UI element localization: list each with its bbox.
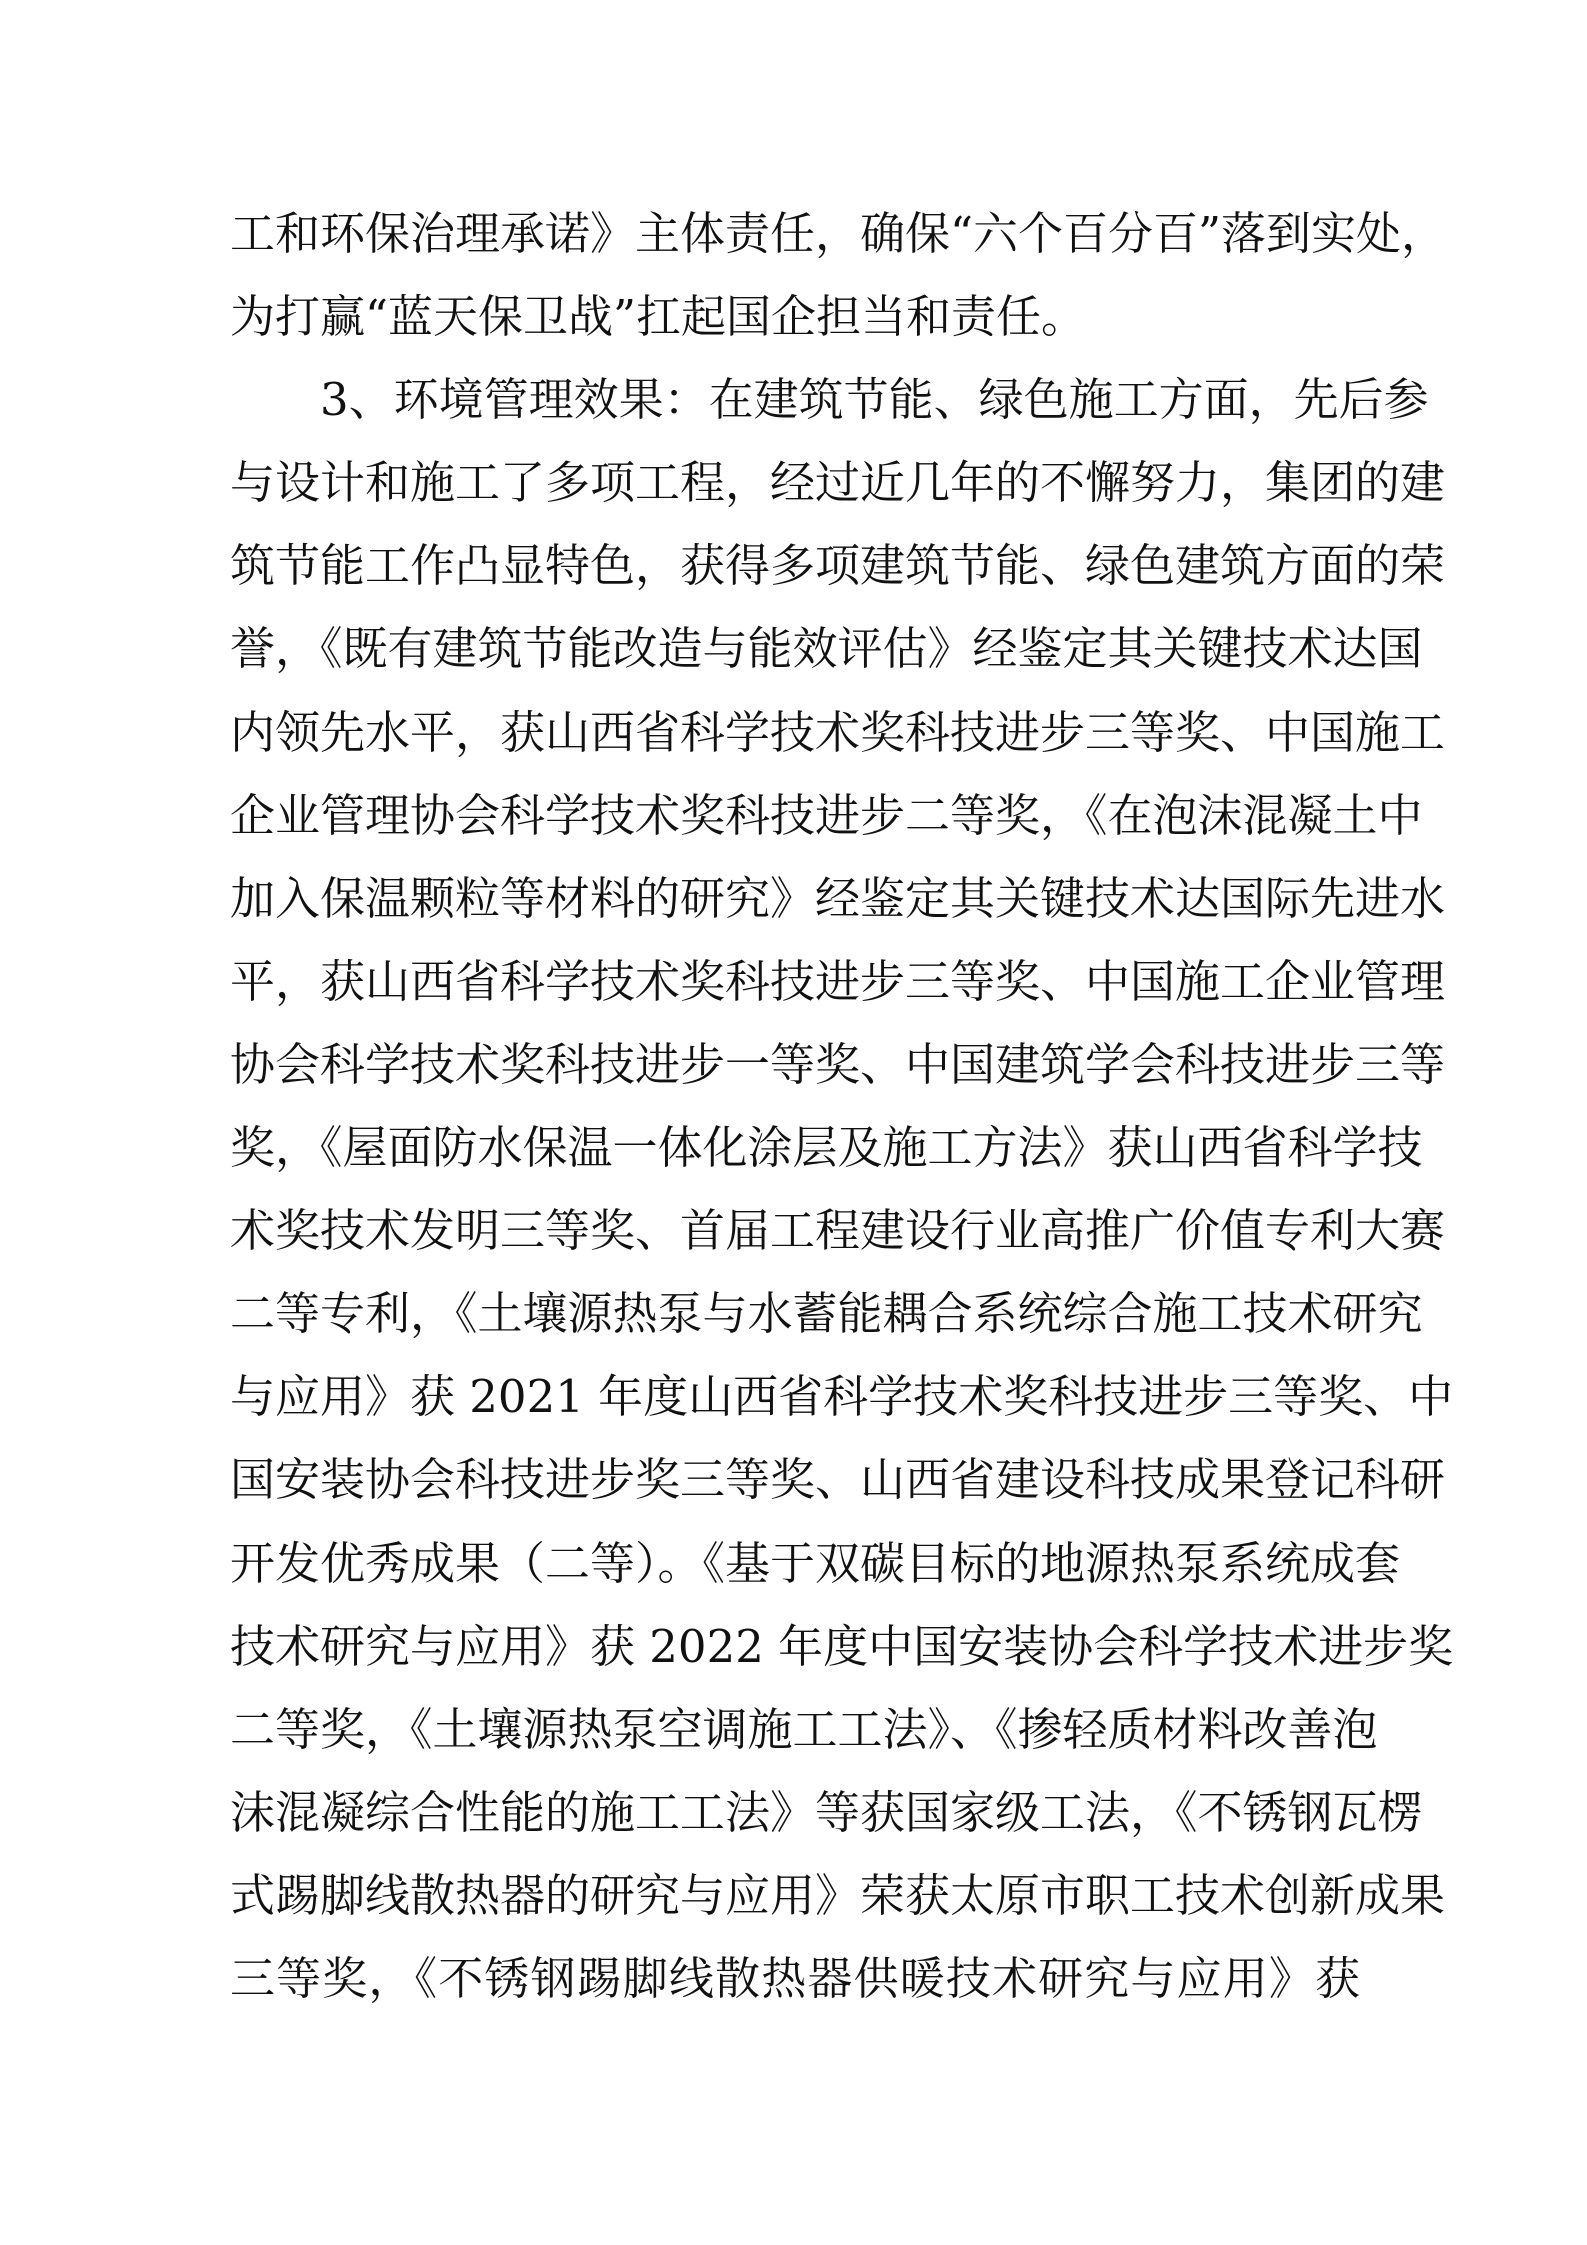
text-line: 技术研究与应用》获 2022 年度中国安装协会科学技术进步奖: [230, 1619, 1454, 1673]
text-line: 协会科学技术奖科技进步一等奖、中国建筑学会科技进步三等: [230, 1037, 1446, 1091]
text-line: 国安装协会科技进步奖三等奖、山西省建设科技成果登记科研: [230, 1453, 1446, 1507]
text-line: 三等奖，《不锈钢踢脚线散热器供暖技术研究与应用》获: [230, 1951, 1360, 2005]
text-line: 奖，《屋面防水保温一体化涂层及施工方法》获山西省科学技: [230, 1121, 1423, 1175]
text-line: 式踢脚线散热器的研究与应用》荣获太原市职工技术创新成果: [230, 1868, 1446, 1922]
text-line: 筑节能工作凸显特色，获得多项建筑节能、绿色建筑方面的荣: [230, 539, 1446, 593]
text-line: 二等奖，《土壤源热泵空调施工工法》、《掺轻质材料改善泡: [230, 1702, 1378, 1756]
text-line: 誉，《既有建筑节能改造与能效评估》经鉴定其关键技术达国: [230, 622, 1423, 676]
text-line: 术奖技术发明三等奖、首届工程建设行业高推广价值专利大赛: [230, 1204, 1446, 1258]
paragraph-commitment-continuation: [230, 192, 1447, 358]
text-line: 内领先水平，获山西省科学技术奖科技进步三等奖、中国施工: [230, 705, 1446, 759]
text-line: 二等专利，《土壤源热泵与水蓄能耦合系统综合施工技术研究: [230, 1287, 1423, 1341]
text-line: 工和环保治理承诺》主体责任，确保“六个百分百”落到实处，: [230, 207, 1447, 260]
document-page: [230, 192, 1454, 2020]
text-line: 企业管理协会科学技术奖科技进步二等奖，《在泡沫混凝土中: [230, 788, 1423, 842]
text-line: 沫混凝综合性能的施工工法》等获国家级工法，《不锈钢瓦楞: [230, 1785, 1423, 1839]
paragraph-environment-management-results: [230, 358, 1454, 2020]
text-line: 平，获山西省科学技术奖科技进步三等奖、中国施工企业管理: [230, 954, 1446, 1008]
text-line: 为打赢“蓝天保卫战”扛起国企担当和责任。: [230, 290, 1087, 344]
text-line: 开发优秀成果（二等）。《基于双碳目标的地源热泵系统成套: [230, 1536, 1401, 1590]
section-heading-line: 3、环境管理效果：在建筑节能、绿色施工方面，先后参: [320, 373, 1429, 427]
text-line: 与应用》获 2021 年度山西省科学技术奖科技进步三等奖、中: [230, 1370, 1454, 1424]
text-line: 与设计和施工了多项工程，经过近几年的不懈努力，集团的建: [230, 456, 1446, 510]
text-line: 加入保温颗粒等材料的研究》经鉴定其关键技术达国际先进水: [230, 871, 1446, 925]
